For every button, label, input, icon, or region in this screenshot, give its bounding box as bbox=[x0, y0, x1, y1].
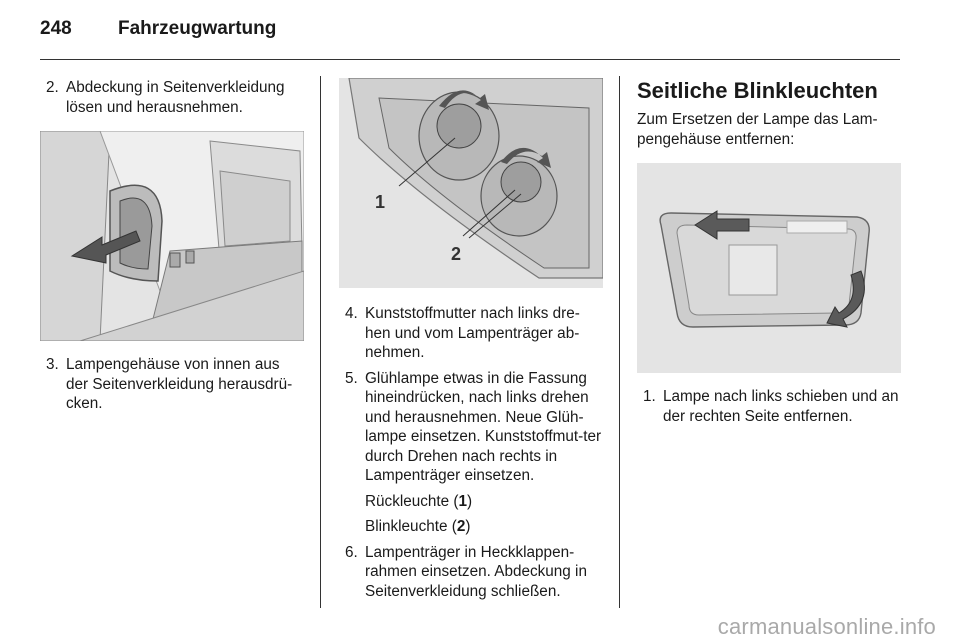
column-left bbox=[40, 78, 304, 420]
turn-signal-illustration-svg bbox=[637, 163, 901, 373]
step-number: 6. bbox=[345, 543, 358, 561]
page-header bbox=[40, 18, 920, 62]
step-number: 5. bbox=[345, 369, 358, 387]
step-text: Abdeckung in Seitenverkleidung lösen und herausnehmen. bbox=[66, 79, 285, 116]
trunk-illustration-svg bbox=[40, 131, 304, 341]
reference-close: ) bbox=[467, 492, 473, 510]
step-5 bbox=[339, 369, 603, 486]
step-6 bbox=[339, 543, 603, 602]
column-divider-right bbox=[619, 76, 620, 608]
step-text: Lampengehäuse von innen aus der Seitenverkleidung herausdrü-cken. bbox=[66, 356, 293, 412]
step-1 bbox=[637, 387, 901, 426]
column-divider-left bbox=[320, 76, 321, 608]
trunk-side-panel-illustration bbox=[40, 131, 304, 341]
figure-label-1: 1 bbox=[375, 192, 386, 212]
reference-label: Rückleuchte ( bbox=[365, 492, 459, 510]
reference-close: ) bbox=[465, 518, 471, 535]
reference-number: 2 bbox=[456, 518, 466, 535]
step-number: 4. bbox=[345, 305, 358, 322]
column-middle bbox=[339, 78, 603, 607]
section-heading: Seitliche Blinkleuchten bbox=[637, 78, 878, 103]
section-intro: Zum Ersetzen der Lampe das Lam-pengehäuse entfernen: bbox=[637, 111, 878, 148]
turn-light-reference bbox=[339, 517, 603, 537]
header-divider bbox=[40, 59, 900, 60]
step-number: 3. bbox=[46, 356, 59, 373]
step-text: Lampe nach links schieben und an der rechten Seite entfernen. bbox=[663, 388, 899, 425]
bulb-holder-illustration-svg bbox=[339, 78, 603, 288]
chapter-title: Fahrzeugwartung bbox=[118, 18, 277, 39]
side-turn-signal-illustration bbox=[637, 163, 901, 373]
step-text: Kunststoffmutter nach links dre-hen und vom Lampenträger ab-nehmen. bbox=[365, 305, 580, 361]
rear-light-reference bbox=[339, 492, 603, 512]
step-number: 2. bbox=[46, 79, 59, 96]
reference-label: Blinkleuchte ( bbox=[365, 518, 457, 535]
step-3 bbox=[40, 355, 304, 414]
step-number: 1. bbox=[643, 388, 656, 405]
reference-number: 1 bbox=[458, 492, 468, 510]
step-text: Lampenträger in Heckklappen-rahmen einsetzen. Abdeckung in Seitenverkleidung schließen. bbox=[365, 543, 587, 600]
rear-light-bulb-holder-illustration bbox=[339, 78, 603, 288]
step-4 bbox=[339, 304, 603, 363]
step-text: Glühlampe etwas in die Fassung hineindrücken, nach links drehen und herausnehmen. Neue Glüh-lampe einsetzen. Kunststoffmut-ter durch Drehen nach rechts in Lampenträger einsetzen. bbox=[365, 369, 602, 484]
step-2 bbox=[40, 78, 304, 117]
figure-label-2: 2 bbox=[451, 244, 462, 264]
watermark-text[interactable]: carmanualsonline.info bbox=[717, 614, 936, 639]
column-right bbox=[637, 78, 901, 432]
page-number: 248 bbox=[40, 18, 72, 39]
